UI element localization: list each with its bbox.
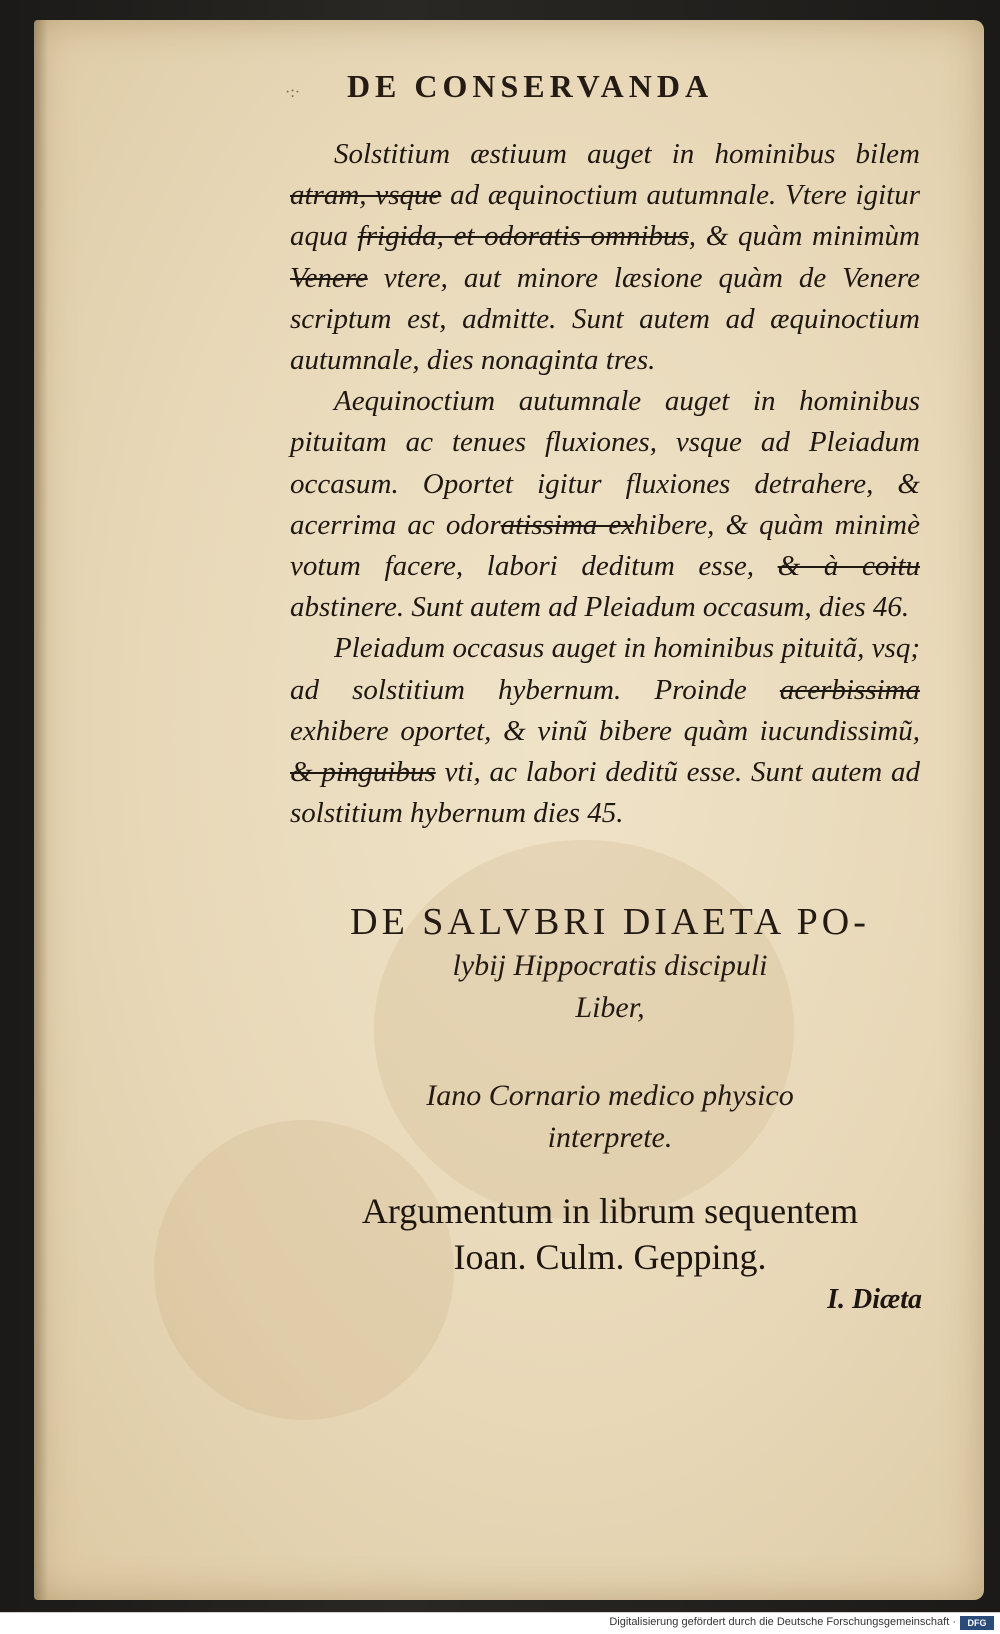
- section-subtitle: [300, 945, 920, 1029]
- corner-mark: ·:·: [285, 84, 301, 101]
- text-segment: Aequinoctium autumnale auget in hominibus pituitam ac tenues fluxiones, vsque ad Pleiadum occasum. Oportet igitur fluxiones detrahere, & acerrima ac odor: [290, 385, 920, 541]
- text-segment: abstinere. Sunt autem ad Pleiadum occasum, dies 46.: [290, 591, 910, 624]
- digitization-footer: [0, 1612, 1000, 1634]
- section-subtitle-line: lybij Hippocratis discipuli: [452, 949, 768, 982]
- struck-text: & pinguibus: [290, 756, 436, 789]
- paragraph: [290, 134, 920, 381]
- text-segment: Solstitium æstiuum auget in hominibus bilem: [334, 138, 920, 170]
- text-segment: exhibere oportet, & vinũ bibere quàm iucundissimũ,: [290, 714, 920, 747]
- paragraph: [290, 381, 920, 628]
- body-text: [290, 134, 920, 834]
- section-title: DE SALVBRI DIAETA PO-: [350, 901, 870, 943]
- struck-text: acerbissima: [779, 673, 920, 706]
- translator-line: interprete.: [547, 1121, 673, 1154]
- dfg-logo: DFG: [960, 1616, 994, 1630]
- text-segment: , & quàm minimùm: [688, 220, 920, 253]
- struck-text: Venere: [290, 261, 368, 294]
- section-subtitle-line: Liber,: [575, 991, 645, 1024]
- translator-line: Iano Cornario medico physico: [426, 1079, 794, 1112]
- running-head: DE CONSERVANDA: [346, 68, 714, 104]
- argument-heading: [300, 1188, 920, 1280]
- struck-text: & à coitu: [777, 550, 920, 583]
- argument-line: Ioan. Culm. Gepping.: [453, 1237, 767, 1277]
- struck-text: atissima ex: [500, 508, 635, 541]
- text-segment: vtere, aut minore læsione quàm de Venere scriptum est, admitte. Sunt autem ad æquinoctium autumnale, dies nonaginta tres.: [290, 261, 920, 377]
- argument-line: Argumentum in librum sequentem: [361, 1191, 859, 1231]
- struck-text: atram, vsque: [290, 179, 442, 212]
- text-segment: vti, ac labori deditũ esse. Sunt autem ad solstitium hybernum dies 45.: [290, 756, 920, 830]
- catchword: I. Diæta: [827, 1284, 922, 1315]
- page-stain: [374, 840, 794, 1220]
- struck-text: frigida, et odoratis omnibus: [357, 220, 689, 253]
- translator-credit: [300, 1075, 920, 1159]
- text-segment: ad æquinoctium autumnale. Vtere igitur aqua: [290, 179, 920, 253]
- footer-credit-text: Digitalisierung gefördert durch die Deutsche Forschungsgemeinschaft ·: [609, 1616, 956, 1628]
- text-segment: Pleiadum occasus auget in hominibus pituitã, vsq; ad solstitium hybernum. Proinde: [290, 632, 920, 706]
- paragraph: [290, 628, 920, 834]
- text-segment: hibere, & quàm minimè votum facere, labori deditum esse,: [290, 508, 920, 583]
